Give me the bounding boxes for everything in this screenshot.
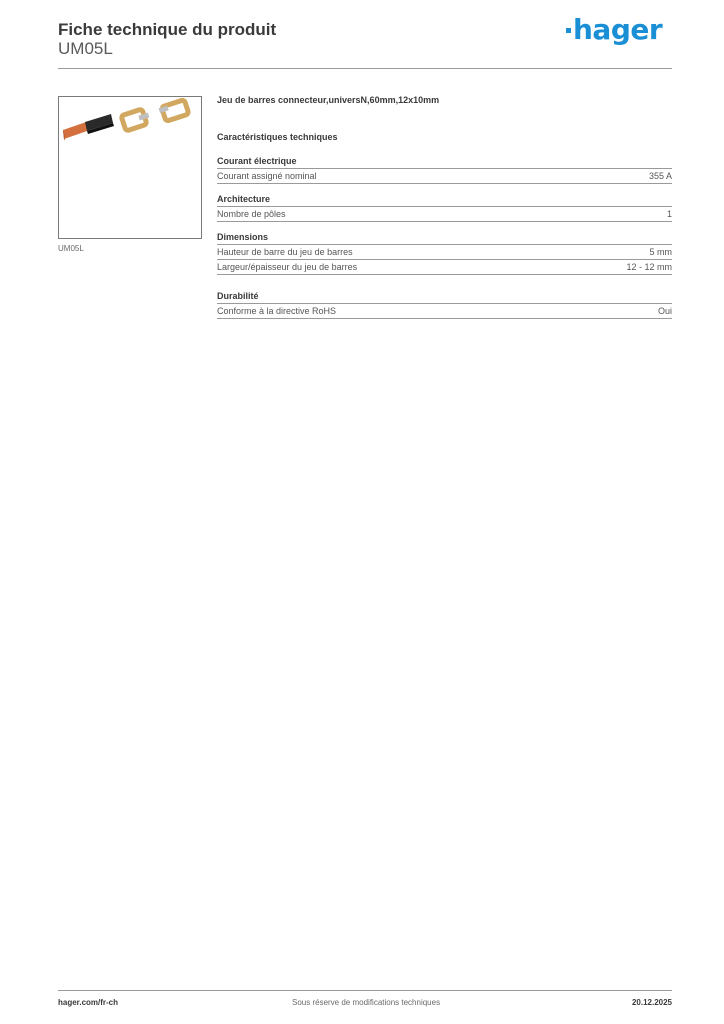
section-durabilite <box>217 291 672 319</box>
spec-label: Largeur/épaisseur du jeu de barres <box>217 262 358 272</box>
logo-text: hager <box>573 13 663 46</box>
logo-dot-icon <box>566 28 571 33</box>
footer-date: 20.12.2025 <box>631 998 672 1007</box>
section-title: Durabilité <box>217 291 672 304</box>
spec-label: Courant assigné nominal <box>217 171 317 181</box>
spec-value: 355 A <box>648 171 672 181</box>
tech-characteristics-title: Caractéristiques techniques <box>217 132 338 142</box>
section-title: Dimensions <box>217 232 672 245</box>
spec-value: 1 <box>666 209 672 219</box>
product-image <box>58 96 202 239</box>
spec-row <box>217 304 672 319</box>
product-description: Jeu de barres connecteur,universN,60mm,12x10mm <box>217 95 440 105</box>
spec-value: Oui <box>657 306 672 316</box>
spec-row <box>217 245 672 260</box>
section-dimensions <box>217 232 672 275</box>
spec-label: Conforme à la directive RoHS <box>217 306 337 316</box>
spec-label: Nombre de pôles <box>217 209 286 219</box>
hager-logo[interactable] <box>566 13 662 46</box>
spec-value: 5 mm <box>649 247 672 257</box>
spec-row <box>217 207 672 222</box>
footer-notice: Sous réserve de modifications techniques <box>292 998 441 1007</box>
section-title: Architecture <box>217 194 672 207</box>
header-divider <box>58 68 672 69</box>
image-caption: UM05L <box>58 244 84 253</box>
footer-website-link[interactable]: hager.com/fr-ch <box>58 998 119 1007</box>
page-title: Fiche technique du produit <box>58 20 277 39</box>
busbar-connector-icon <box>59 97 201 238</box>
section-architecture <box>217 194 672 222</box>
section-courant <box>217 156 672 184</box>
footer-divider <box>58 990 672 991</box>
spec-value: 12 - 12 mm <box>626 262 672 272</box>
product-code: UM05L <box>58 39 113 58</box>
spec-row <box>217 260 672 275</box>
spec-content <box>217 95 672 329</box>
spec-row <box>217 169 672 184</box>
spec-label: Hauteur de barre du jeu de barres <box>217 247 353 257</box>
section-title: Courant électrique <box>217 156 672 169</box>
